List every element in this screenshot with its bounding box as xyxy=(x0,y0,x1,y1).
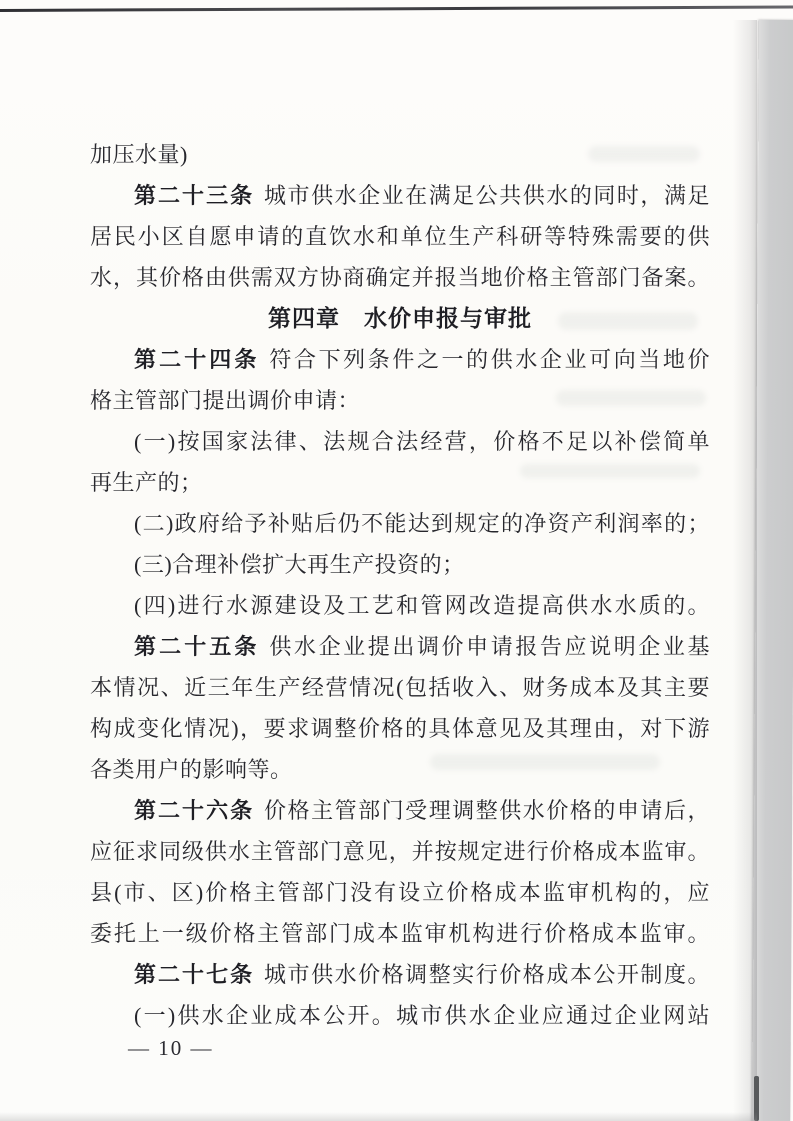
line-text: (三)合理补偿扩大再生产投资的； xyxy=(134,552,465,577)
article-26-line xyxy=(90,872,710,913)
line-text: (一)供水企业成本公开。城市供水企业应通过企业网站 xyxy=(134,1003,710,1028)
line-text: 委托上一级价格主管部门成本监审机构进行价格成本监审。 xyxy=(90,921,710,946)
article-23-line xyxy=(90,175,710,216)
scan-edge-top xyxy=(0,5,793,12)
paper-crease xyxy=(733,20,757,1121)
article-26-line xyxy=(90,790,710,831)
article-27-line xyxy=(90,954,710,995)
article-25-line xyxy=(90,708,710,749)
line-pressurized-water xyxy=(90,134,710,175)
document-content xyxy=(90,134,710,1036)
page-number: — 10 — xyxy=(128,1036,214,1060)
article-24-item-2 xyxy=(90,503,710,544)
article-24-item-3 xyxy=(90,544,710,585)
line-text: 价格主管部门受理调整供水价格的申请后， xyxy=(264,798,710,823)
line-text: 各类用户的影响等。 xyxy=(90,757,293,782)
article-26-line xyxy=(90,913,710,954)
line-text: 应征求同级供水主管部门意见，并按规定进行价格成本监审。 xyxy=(90,839,710,864)
article-25-line xyxy=(90,667,710,708)
article-25-line xyxy=(90,749,710,790)
line-text: 居民小区自愿申请的直饮水和单位生产科研等特殊需要的供 xyxy=(90,224,710,249)
chapter-4-heading xyxy=(90,298,710,339)
article-24-line xyxy=(90,339,710,380)
article-number-bold: 第二十六条 xyxy=(134,798,255,823)
line-text: 水，其价格由供需双方协商确定并报当地价格主管部门备案。 xyxy=(90,265,710,290)
line-text: 县(市、区)价格主管部门没有设立价格成本监审机构的，应 xyxy=(90,880,710,905)
line-text: 第四章 水价申报与审批 xyxy=(268,305,532,331)
article-24-line xyxy=(90,380,710,421)
line-text: 符合下列条件之一的供水企业可向当地价 xyxy=(269,347,710,372)
article-24-item-4 xyxy=(90,585,710,626)
article-23-line xyxy=(90,216,710,257)
article-number-bold: 第二十七条 xyxy=(134,962,255,987)
line-text: 格主管部门提出调价申请： xyxy=(90,388,361,413)
line-text: (四)进行水源建设及工艺和管网改造提高供水水质的。 xyxy=(134,593,710,618)
scan-edge-right xyxy=(752,20,793,1121)
article-26-line xyxy=(90,831,710,872)
article-23-line xyxy=(90,257,710,298)
article-24-item-1 xyxy=(90,421,710,462)
article-number-bold: 第二十四条 xyxy=(134,347,260,372)
article-number-bold: 第二十三条 xyxy=(134,183,255,208)
article-25-line xyxy=(90,626,710,667)
line-text: 城市供水企业在满足公共供水的同时，满足 xyxy=(264,183,710,208)
line-text: 供水企业提出调价申请报告应说明企业基 xyxy=(269,634,710,659)
line-text: 再生产的； xyxy=(90,470,203,495)
line-text: (二)政府给予补贴后仍不能达到规定的净资产利润率的； xyxy=(134,511,710,536)
article-number-bold: 第二十五条 xyxy=(134,634,260,659)
line-text: 本情况、近三年生产经营情况(包括收入、财务成本及其主要 xyxy=(90,675,710,700)
line-text: (一)按国家法律、法规合法经营，价格不足以补偿简单 xyxy=(134,429,710,454)
line-text: 城市供水价格调整实行价格成本公开制度。 xyxy=(264,962,710,987)
line-text: 构成变化情况)，要求调整价格的具体意见及其理由，对下游 xyxy=(90,716,710,741)
scan-edge-bottom xyxy=(0,1112,757,1121)
article-24-item-1 xyxy=(90,462,710,503)
line-text: 加压水量) xyxy=(90,142,188,167)
article-27-item-1 xyxy=(90,995,710,1036)
